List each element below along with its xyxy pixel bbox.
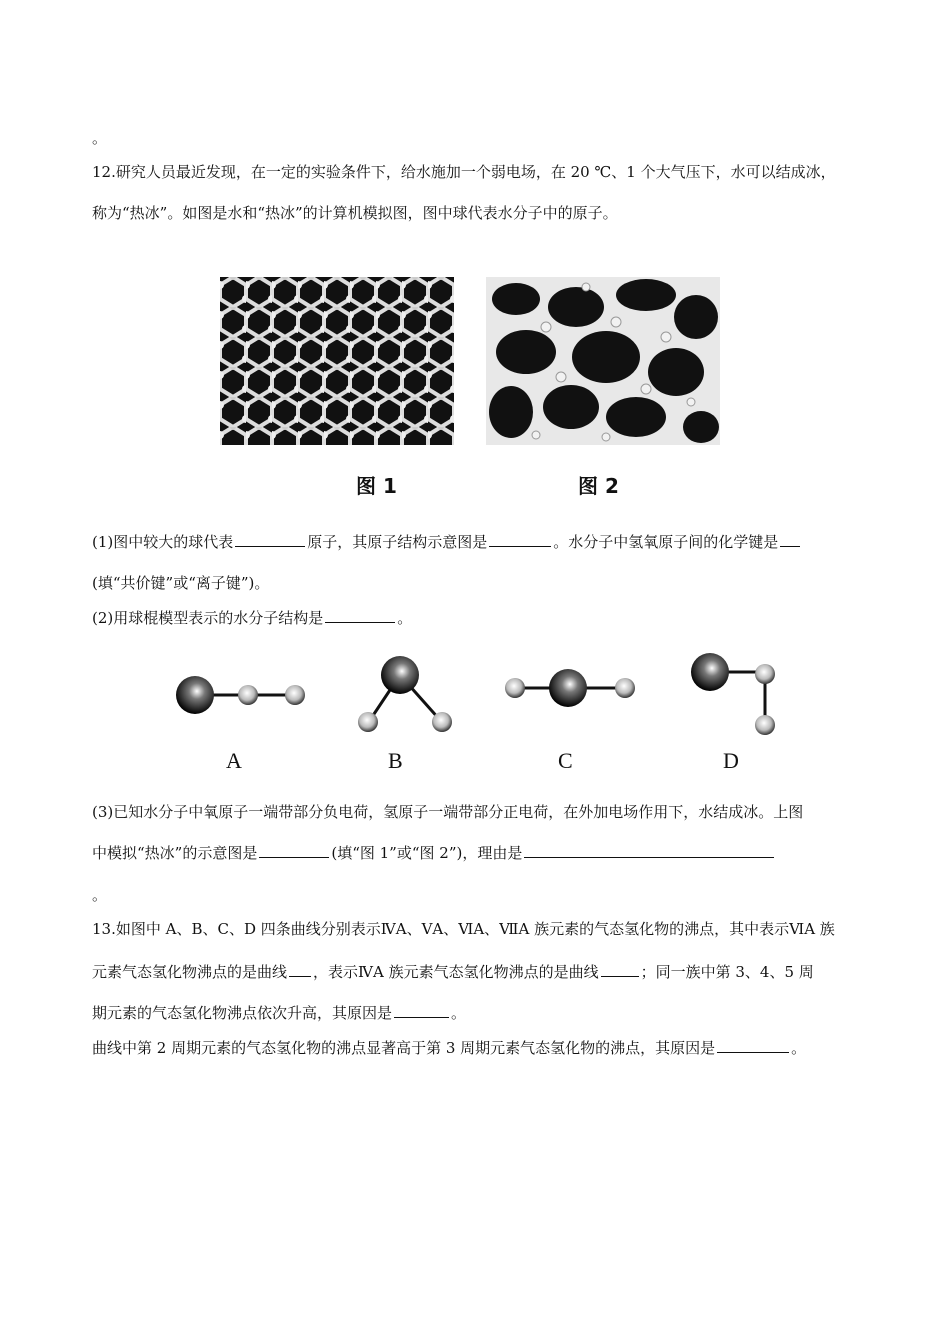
- part-3-line-2: 中模拟“热冰”的示意图是 (填“图 1”或“图 2”)，理由是: [92, 843, 776, 863]
- answer-blank[interactable]: [289, 962, 311, 977]
- answer-blank[interactable]: [489, 532, 551, 547]
- answer-blank[interactable]: [235, 532, 305, 547]
- question-13-line-1: 13.如图中 A、B、C、D 四条曲线分别表示ⅣA、ⅤA、ⅥA、ⅦA 族元素的气态氢化物的沸点，其中表示ⅥA 族: [92, 920, 835, 938]
- part-1-line-1: (1)图中较大的球代表 原子，其原子结构示意图是 。水分子中氢氧原子间的化学键是: [92, 532, 802, 552]
- question-12-line-2: 称为“热冰”。如图是水和“热冰”的计算机模拟图，图中球代表水分子中的原子。: [92, 204, 618, 222]
- figure-1-ordered-ice: [220, 277, 454, 445]
- part-3-line-1: (3)已知水分子中氧原子一端带部分负电荷，氢原子一端带部分正电荷，在外加电场作用下，水结成冰。上图: [92, 803, 804, 821]
- question-13-line-3: 期元素的气态氢化物沸点依次升高，其原因是 。: [92, 1004, 467, 1022]
- answer-blank[interactable]: [394, 1003, 449, 1018]
- figure-1-caption: 图 1: [356, 474, 397, 498]
- answer-blank[interactable]: [717, 1038, 789, 1053]
- question-12-line-1: 12.研究人员最近发现，在一定的实验条件下，给水施加一个弱电场，在 20 ℃、1 个大气压下，水可以结成冰，: [92, 163, 836, 181]
- ball-stick-models: [160, 650, 790, 750]
- answer-blank[interactable]: [259, 843, 329, 858]
- figure-2-liquid-water: [486, 277, 720, 445]
- answer-blank[interactable]: [601, 962, 639, 977]
- model-b-big-atom: [381, 656, 419, 694]
- model-d-big-atom: [691, 653, 729, 691]
- answer-blank[interactable]: [780, 532, 800, 547]
- question-13-line-4: 曲线中第 2 周期元素的气态氢化物的沸点显著高于第 3 周期元素气态氢化物的沸点，其原因是 。: [92, 1039, 807, 1057]
- model-a-big-atom: [176, 676, 214, 714]
- model-label-c: C: [558, 748, 573, 773]
- model-c-big-atom: [549, 669, 587, 707]
- model-label-d: D: [723, 748, 739, 773]
- figure-2-caption: 图 2: [578, 474, 619, 498]
- part-3-line-3: 。: [92, 886, 108, 904]
- answer-blank[interactable]: [325, 608, 395, 623]
- part-1-line-2: (填“共价键”或“离子键”)。: [92, 574, 270, 592]
- model-label-b: B: [388, 748, 403, 773]
- leading-period: 。: [92, 129, 108, 147]
- question-13-line-2: 元素气态氢化物沸点的是曲线 ，表示ⅣA 族元素气态氢化物沸点的是曲线 ；同一族中第 3、4、5 周: [92, 963, 814, 981]
- answer-blank[interactable]: [524, 843, 774, 858]
- part-2-line: (2)用球棍模型表示的水分子结构是 。: [92, 609, 413, 627]
- model-label-a: A: [226, 748, 242, 773]
